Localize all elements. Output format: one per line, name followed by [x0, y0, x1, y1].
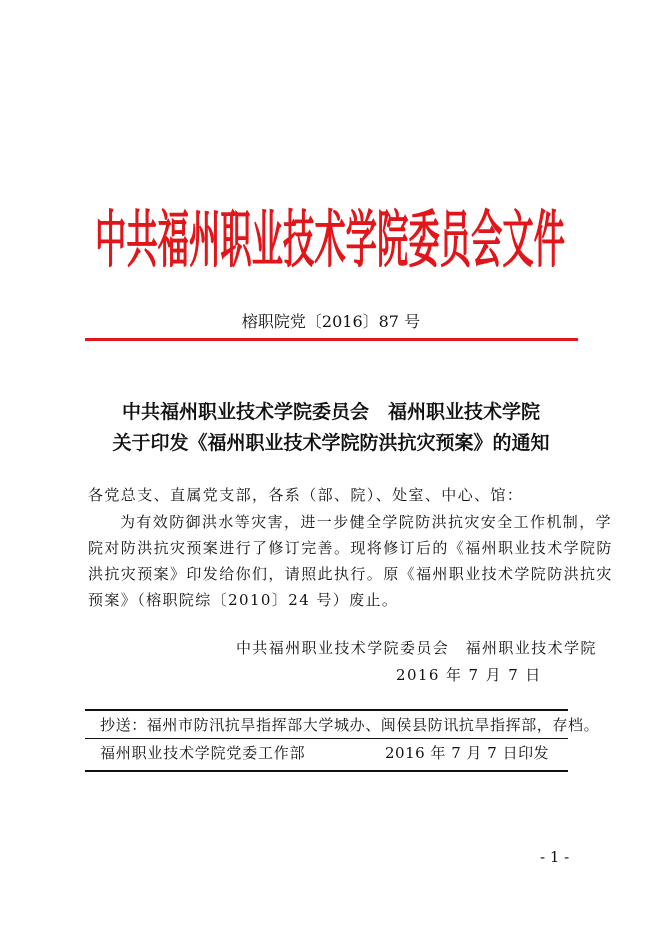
issuer: 福州职业技术学院党委工作部: [100, 744, 306, 762]
red-divider: [85, 338, 578, 341]
body-line: 洪抗灾预案》印发给你们，请照此执行。原《福州职业技术学院防洪抗灾: [88, 565, 613, 583]
document-title-text: 中共福州职业技术学院委员会文件: [95, 203, 565, 276]
signature-org: 中共福州职业技术学院委员会 福州职业技术学院: [236, 639, 597, 657]
cc-line: 抄送：福州市防汛抗旱指挥部大学城办、闽侯县防讯抗旱指挥部，存档。: [100, 716, 600, 734]
footer-rule-bottom: [85, 770, 568, 772]
footer-rule-top: [85, 709, 568, 711]
body-line: 为有效防御洪水等灾害，进一步健全学院防洪抗灾安全工作机制，学: [120, 513, 613, 531]
body-line: 预案》（榕职院综〔2010〕24 号）废止。: [88, 591, 399, 609]
salutation: 各党总支、直属党支部，各系（部、院）、处室、中心、馆：: [88, 486, 524, 504]
body-line: 院对防洪抗灾预案进行了修订完善。现将修订后的《福州职业技术学院防: [88, 539, 613, 557]
issue-date: 2016 年 7 月 7 日印发: [385, 744, 550, 762]
document-number: 榕职院党〔2016〕87 号: [241, 312, 421, 331]
document-title: [95, 205, 565, 275]
page-number: - 1 -: [540, 848, 570, 866]
signature-date: 2016 年 7 月 7 日: [396, 666, 542, 684]
footer-rule-middle: [85, 738, 568, 739]
heading-line-2: 关于印发《福州职业技术学院防洪抗灾预案》的通知: [112, 432, 550, 454]
heading-line-1: 中共福州职业技术学院委员会 福州职业技术学院: [121, 401, 540, 423]
